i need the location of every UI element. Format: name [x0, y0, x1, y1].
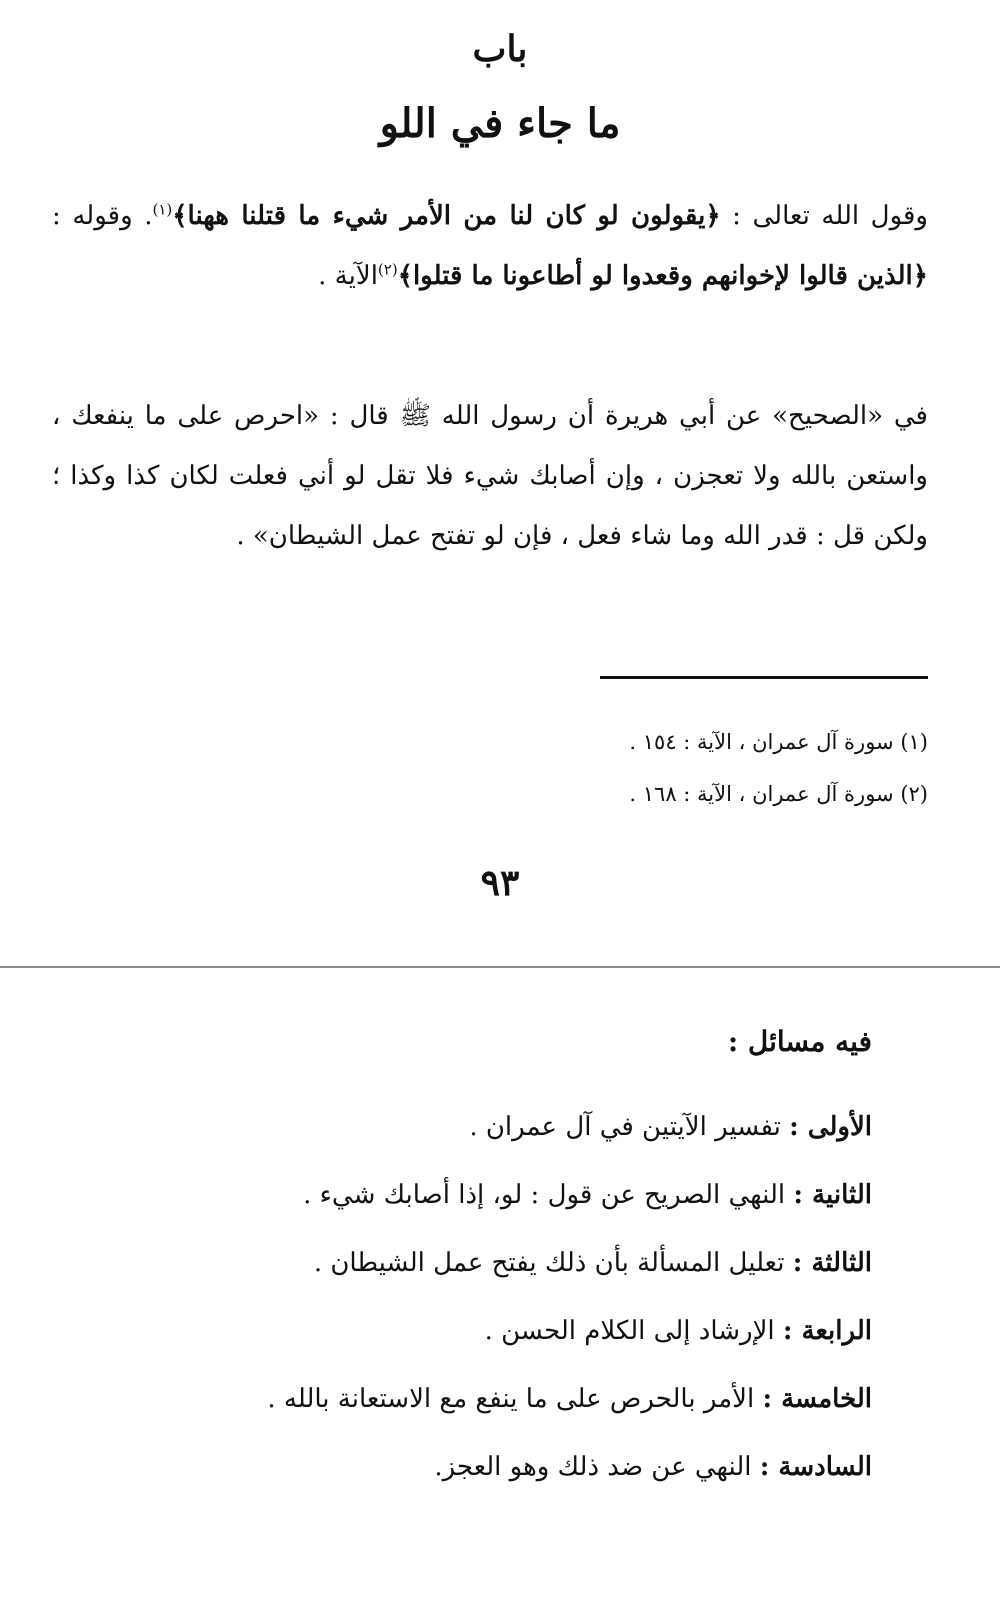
- masala-label: الثالثة :: [792, 1248, 872, 1278]
- masala-text: الأمر بالحرص على ما ينفع مع الاستعانة بالله .: [267, 1384, 755, 1414]
- hadith-paragraph: في «الصحيح» عن أبي هريرة أن رسول الله ﷺ قال : «احرص على ما ينفعك ، واستعن بالله ولا تعجزن ، وإن أصابك شيء فلا تقل لو أني فعلت لكان كذا وكذا ؛ ولكن قل : قدر الله وما شاء فعل ، فإن لو تفتح عمل الشيطان» .: [52, 401, 928, 551]
- quran-verse-2: ﴿الذين قالوا لإخوانهم وقعدوا لو أطاعونا ما قتلوا﴾: [397, 261, 928, 291]
- chapter-label: باب: [472, 28, 528, 70]
- masala-label: الأولى :: [789, 1112, 872, 1142]
- masala-text: النهي الصريح عن قول : لو، إذا أصابك شيء .: [303, 1180, 786, 1210]
- masail-list: [60, 1093, 872, 1501]
- masala-label: الرابعة :: [782, 1316, 872, 1346]
- footnote-ref-1[interactable]: (١): [152, 200, 173, 219]
- intro-lead: وقول الله تعالى :: [720, 201, 928, 231]
- masala-2: [60, 1161, 872, 1229]
- masala-1: [60, 1093, 872, 1161]
- masala-6: [60, 1433, 872, 1501]
- masala-text: الإرشاد إلى الكلام الحسن .: [484, 1316, 775, 1346]
- intro-paragraph: [52, 186, 928, 306]
- masala-text: تعليل المسألة بأن ذلك يفتح عمل الشيطان .: [313, 1248, 785, 1278]
- intro-connector: . وقوله :: [52, 201, 153, 231]
- intro-tail: الآية .: [318, 261, 378, 291]
- footnotes: [52, 716, 928, 820]
- quran-verse-1: ﴿يقولون لو كان لنا من الأمر شيء ما قتلنا ههنا﴾: [172, 201, 721, 231]
- footnote-1: (١) سورة آل عمران ، الآية : ١٥٤ .: [629, 730, 928, 754]
- masala-label: السادسة :: [759, 1452, 872, 1482]
- masala-3: [60, 1229, 872, 1297]
- footnote-2: (٢) سورة آل عمران ، الآية : ١٦٨ .: [629, 782, 928, 806]
- footnote-ref-2[interactable]: (٢): [377, 260, 398, 279]
- masala-label: الخامسة :: [762, 1384, 872, 1414]
- page-break-divider: [0, 966, 1000, 968]
- page-number: ٩٣: [480, 862, 520, 904]
- masala-text: النهي عن ضد ذلك وهو العجز.: [434, 1452, 752, 1482]
- footnote-separator: [600, 676, 928, 679]
- masail-heading: فيه مسائل :: [727, 1025, 872, 1058]
- masala-5: [60, 1365, 872, 1433]
- masala-text: تفسير الآيتين في آل عمران .: [469, 1112, 781, 1142]
- masala-4: [60, 1297, 872, 1365]
- chapter-title: ما جاء في اللو: [379, 100, 621, 147]
- masala-label: الثانية :: [793, 1180, 872, 1210]
